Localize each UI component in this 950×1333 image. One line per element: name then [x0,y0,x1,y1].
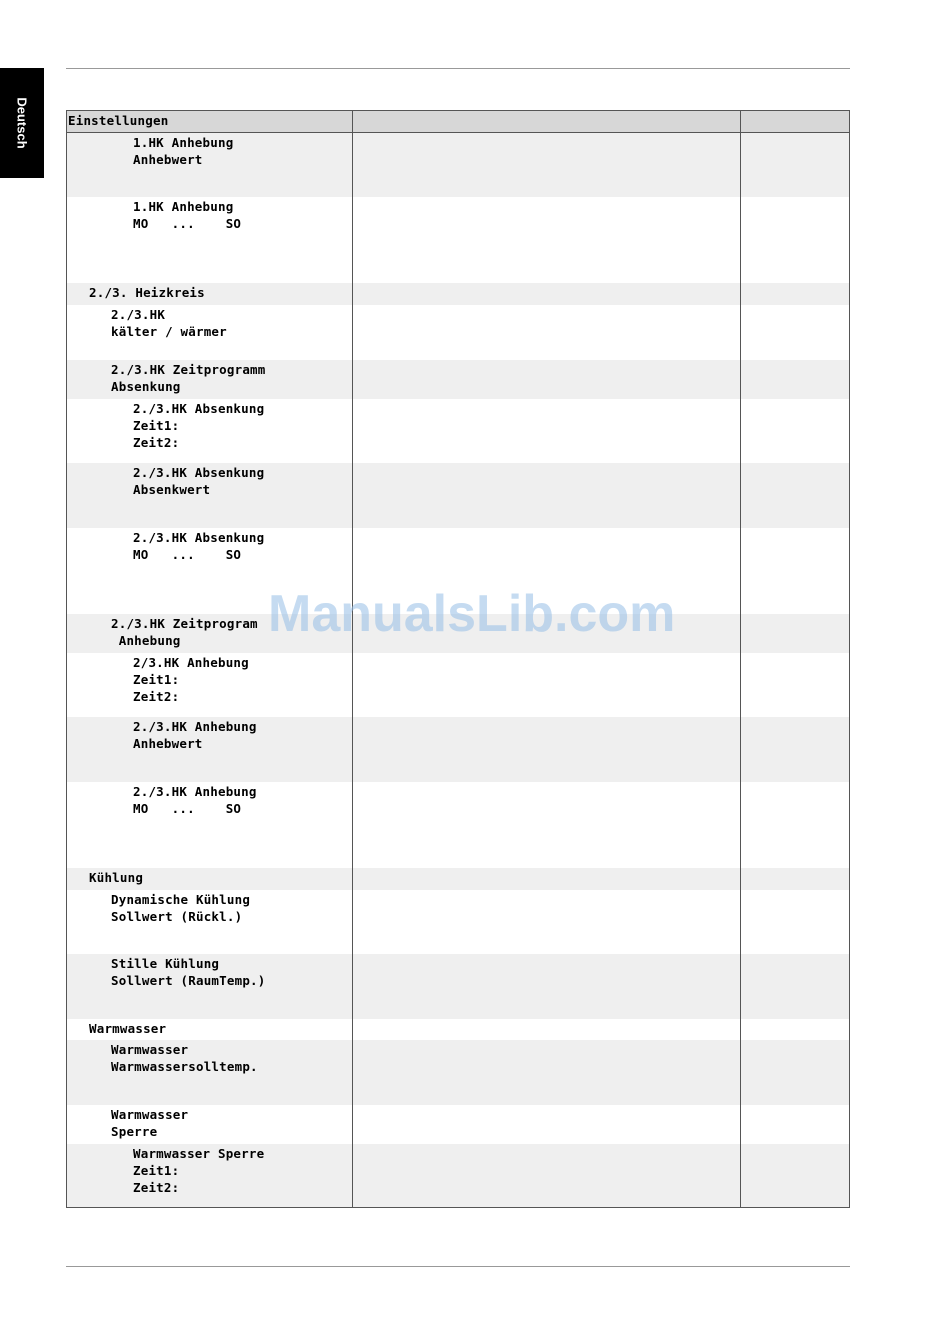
row-label: Stille Kühlung Sollwert (RaumTemp.) [111,956,266,988]
table-row [67,1019,849,1040]
table-row [67,463,849,528]
row-label: 1.HK Anhebung Anhebwert [133,135,234,167]
section-heading: 2./3. Heizkreis [89,285,205,300]
bottom-rule [66,1266,850,1267]
table-row [67,197,849,283]
table-row [67,782,849,868]
table-row [67,360,849,399]
row-label: Warmwasser Sperre Zeit1: Zeit2: [133,1146,265,1195]
row-label: 2./3.HK Absenkung Absenkwert [133,465,265,497]
section-heading: Kühlung [89,870,144,885]
row-label: 1.HK Anhebung MO ... SO [133,199,242,231]
table-row [67,717,849,782]
table-row [67,954,849,1019]
table-header-row [67,111,849,133]
table-header-label: Einstellungen [68,113,169,128]
row-label: 2./3.HK Anhebung MO ... SO [133,784,257,816]
table-row [67,305,849,360]
top-rule [66,68,850,69]
settings-table [66,110,850,1208]
row-label: Warmwasser Warmwassersolltemp. [111,1042,258,1074]
language-tab [0,68,44,178]
row-label: 2./3.HK kälter / wärmer [111,307,227,339]
row-label: 2./3.HK Absenkung Zeit1: Zeit2: [133,401,265,450]
row-label: Warmwasser Sperre [111,1107,189,1139]
row-label: 2/3.HK Anhebung Zeit1: Zeit2: [133,655,249,704]
section-heading: Warmwasser [89,1021,167,1036]
table-row [67,890,849,954]
language-tab-label: Deutsch [14,97,30,149]
table-row [67,1040,849,1105]
table-row [67,1105,849,1144]
row-label: 2./3.HK Zeitprogram Anhebung [111,616,258,648]
row-label: Dynamische Kühlung Sollwert (Rückl.) [111,892,251,924]
row-label: 2./3.HK Zeitprogramm Absenkung [111,362,266,394]
table-row [67,283,849,305]
row-label: 2./3.HK Absenkung MO ... SO [133,530,265,562]
table-row [67,399,849,463]
table-row [67,1144,849,1207]
table-row [67,653,849,717]
table-row [67,133,849,197]
table-row [67,868,849,890]
watermark: ManualsLib.com [268,585,676,643]
row-label: 2./3.HK Anhebung Anhebwert [133,719,257,751]
